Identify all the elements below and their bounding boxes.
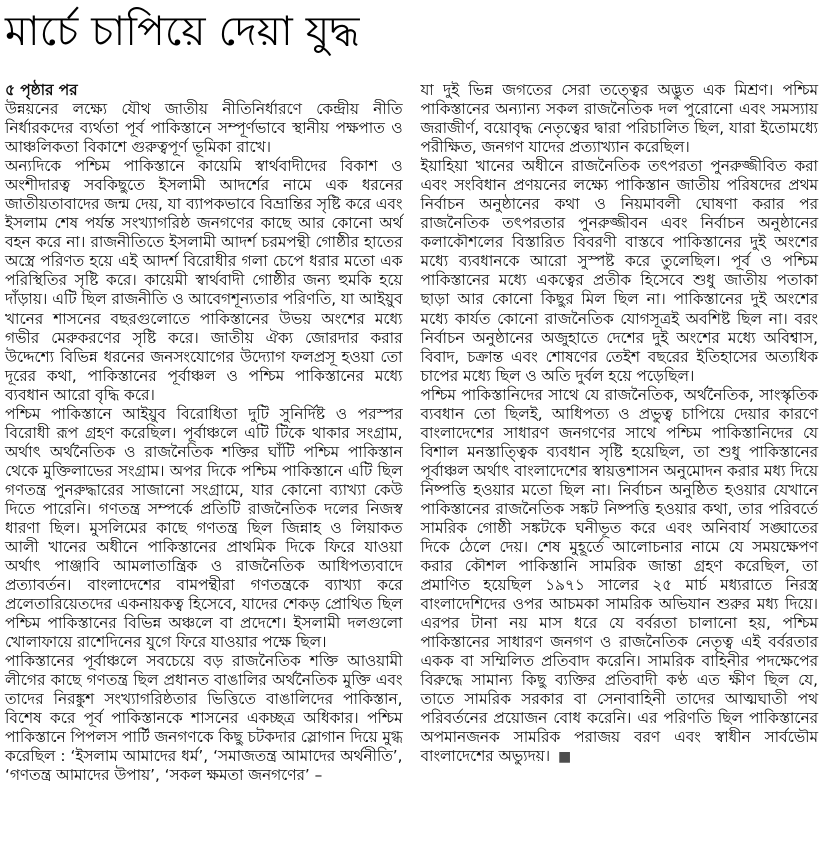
paragraph: ইয়াহিয়া খানের অধীনে রাজনৈতিক তৎপরতা পুনরুজ্জীবিত করা এবং সংবিধান প্রণয়নের লক্ষ্যে পাকিস্তান জাতীয় পরিষদের প্রথম নির্বাচন অনুষ্ঠানের কথা ও নিয়মাবলী ঘোষণা করার পর রাজনৈতিক তৎপরতার পুনরুজ্জীবন এবং নির্বাচন অনুষ্ঠানের কলাকৌশলের বিস্তারিত বিবরণী বাস্তবে পাকিস্তানের দুই অংশের মধ্যে ব্যবধানকে আরো সুস্পষ্ট করে তুলেছিল। পূর্ব ও পশ্চিম পাকিস্তানের মধ্যে একত্বের প্রতীক হিসেবে শুধু জাতীয় পতাকা ছাড়া আর কোনো কিছুর মিল ছিল না। পাকিস্তানের দুই অংশের মধ্যে কার্যত কোনো রাজনৈতিক যোগসূত্রই অবশিষ্ট ছিল না। বরং নির্বাচন অনুষ্ঠানের অজুহাতে দেশের দুই অংশের মধ্যে অবিশ্বাস, বিবাদ, চক্রান্ত এবং শোষণের তেইশ বছরের ইতিহাসের অত্যধিক চাপের মধ্যে ছিল ও অতি দুর্বল হয়ে পড়েছিল। (420, 157, 818, 385)
paragraph: উন্নয়নের লক্ষ্যে যৌথ জাতীয় নীতিনির্ধারণে কেন্দ্রীয় নীতি নির্ধারকদের ব্যর্থতা পূর্ব পাকিস্তানে সম্পূর্ণভাবে স্থানীয় পক্ষপাত ও আঞ্চলিকতা বিকাশে গুরুত্বপূর্ণ ভূমিকা রাখে। (5, 100, 403, 157)
paragraph: অন্যদিকে পশ্চিম পাকিস্তানে কায়েমি স্বার্থবাদীদের বিকাশ ও অংশীদারত্ব সবকিছুতে ইসলামী আদর্শের নামে এক ধরনের জাতীয়তাবাদের জন্ম দেয়, যা ব্যাপকভাবে বিভ্রান্তির সৃষ্টি করে এবং ইসলাম শেষ পর্যন্ত সংখ্যাগরিষ্ঠ জনগণের কাছে আর কোনো অর্থ বহন করে না। রাজনীতিতে ইসলামী আদর্শ চরমপন্থী গোষ্ঠীর হাতের অস্ত্রে পরিণত হয়ে এই আদর্শ বিরোধীর গলা চেপে ধরার মতো এক পরিস্থিতির সৃষ্টি করে। কায়েমী স্বার্থবাদী গোষ্ঠীর জন্য হুমকি হয়ে দাঁড়ায়। এটি ছিল রাজনীতি ও আবেগশূন্যতার পরিণতি, যা আইয়ুব খানের শাসনের বছরগুলোতে পাকিস্তানের উভয় অংশের মধ্যে গভীর মেরুকরণের সৃষ্টি করে। জাতীয় ঐক্য জোরদার করার উদ্দেশ্যে বিভিন্ন ধরনের জনসংযোগের উদ্যোগ ফলপ্রসূ হওয়া তো দূরের কথা, পাকিস্তানের পূর্বাঞ্চল ও পশ্চিম পাকিস্তানের মধ্যে ব্যবধান আরো বৃদ্ধি করে। (5, 157, 403, 404)
paragraph: পশ্চিম পাকিস্তানে আইয়ুব বিরোধিতা দুটি সুনির্দিষ্ট ও পরস্পর বিরোধী রূপ গ্রহণ করেছিল। পূর্বাঞ্চলে এটি টিকে থাকার সংগ্রাম, অর্থাৎ অর্থনৈতিক ও রাজনৈতিক শক্তির ঘাঁটি পশ্চিম পাকিস্তান থেকে মুক্তিলাভের সংগ্রাম। অপর দিকে পশ্চিম পাকিস্তানে এটি ছিল গণতন্ত্র পুনরুদ্ধারের সাজানো সংগ্রামে, যার কোনো ব্যাখ্যা কেউ দিতে পারেনি। গণতন্ত্র সম্পর্কে প্রতিটি রাজনৈতিক দলের নিজস্ব ধারণা ছিল। মুসলিমের কাছে গণতন্ত্র ছিল জিন্নাহ ও লিয়াকত আলী খানের অধীনে পাকিস্তানের প্রাথমিক দিকে ফিরে যাওয়া অর্থাৎ পাঞ্জাবি আমলাতান্ত্রিক ও রাজনৈতিক আধিপত্যবাদে প্রত্যাবর্তন। বাংলাদেশের বামপন্থীরা গণতন্ত্রকে ব্যাখ্যা করে প্রলেতারিয়েতদের একনায়কত্ব হিসেবে, যাদের শেকড় প্রোথিত ছিল পশ্চিম পাকিস্তানের বিভিন্ন অঞ্চলে বা প্রদেশে। ইসলামী দলগুলো খোলাফায়ে রাশেদিনের যুগে ফিরে যাওয়ার পক্ষে ছিল। (5, 404, 403, 652)
article-body (5, 81, 818, 785)
article-column-right (421, 81, 819, 767)
paragraph: যা দুই ভিন্ন জগতের সেরা তত্ত্বের অদ্ভুত এক মিশ্রণ। পশ্চিম পাকিস্তানের অন্যান্য সকল রাজনৈতিক দল পুরোনো এবং সমস্যায় জরাজীর্ণ, বয়োবৃদ্ধ নেতৃত্বের দ্বারা পরিচালিত ছিল, যারা ইতোমধ্যে পরীক্ষিত, জনগণ যাদের প্রত্যাখ্যান করেছিল। (420, 81, 818, 157)
paragraph-text: পশ্চিম পাকিস্তানিদের সাথে যে রাজনৈতিক, অর্থনৈতিক, সাংস্কৃতিক ব্যবধান তো ছিলই, আধিপত্য ও প্রভুত্ব চাপিয়ে দেয়ার কারণে বাংলাদেশের সাধারণ জনগণের সাথে পশ্চিম পাকিস্তানিদের যে বিশাল মনস্তাত্ত্বিক ব্যবধান সৃষ্টি হয়েছিল, তা শুধু পাকিস্তানের পূর্বাঞ্চল অর্থাৎ বাংলাদেশের স্বায়ত্তশাসন অনুমোদন করার মধ্য দিয়ে নিষ্পত্তি হওয়ার মতো ছিল না। নির্বাচন অনুষ্ঠিত হওয়ার যেখানে পাকিস্তানের রাজনৈতিক সঙ্কট নিষ্পত্তি হওয়ার কথা, তার পরিবর্তে সামরিক গোষ্ঠী সঙ্কটকে ঘনীভূত করে এবং অনিবার্য সঙ্ঘাতের দিকে ঠেলে দেয়। শেষ মুহূর্তে আলোচনার নামে যে সময়ক্ষেপণ করার কৌশল পাকিস্তানি সামরিক জান্তা গ্রহণ করেছিল, তা প্রমাণিত হয়েছিল ১৯৭১ সালের ২৫ মার্চ মধ্যরাতে নিরস্ত্র বাংলাদেশিদের ওপর আচমকা সামরিক অভিযান শুরুর মধ্য দিয়ে। এরপর টানা নয় মাস ধরে যে বর্বরতা চালানো হয়, পশ্চিম পাকিস্তানের সাধারণ জনগণ ও রাজনৈতিক নেতৃত্ব এই বর্বরতার একক বা সম্মিলিত প্রতিবাদ করেনি। সামরিক বাহিনীর পদক্ষেপের বিরুদ্ধে সামান্য কিছু ব্যক্তির প্রতিবাদী কণ্ঠ এত ক্ষীণ ছিল যে, তাতে সামরিক সরকার বা সেনাবাহিনী তাদের আত্মঘাতী পথ পরিবর্তনের প্রয়োজন বোধ করেনি। এর পরিণতি ছিল পাকিস্তানের অপমানজনক সামরিক পরাজয় বরণ এবং স্বাধীন সার্বভৌম বাংলাদেশের অভ্যুদয়। (420, 385, 818, 766)
end-of-article-square-icon: ■ (558, 749, 572, 766)
continuation-note: ৫ পৃষ্ঠার পর (5, 81, 78, 100)
article-column-left (5, 81, 403, 785)
paragraph: পাকিস্তানের পূর্বাঞ্চলে সবচেয়ে বড় রাজনৈতিক শক্তি আওয়ামী লীগের কাছে গণতন্ত্র ছিল প্রধানত বাঙালির অর্থনৈতিক মুক্তি এবং তাদের নিরঙ্কুশ সংখ্যাগরিষ্ঠতার ভিত্তিতে বাঙালিদের পাকিস্তান, বিশেষ করে পূর্ব পাকিস্তানকে শাসনের একচ্ছত্র অধিকার। পশ্চিম পাকিস্তানে পিপলস পার্টি জনগণকে কিছু চটকদার স্লোগান দিয়ে মুগ্ধ করেছিল : ‘ইসলাম আমাদের ধর্ম’, ‘সমাজতন্ত্র আমাদের অর্থনীতি’, ‘গণতন্ত্র আমাদের উপায়’, ‘সকল ক্ষমতা জনগণের’ – (5, 652, 403, 785)
paragraph (421, 386, 819, 767)
page-title: মার্চে চাপিয়ে দেয়া যুদ্ধ (5, 7, 360, 55)
